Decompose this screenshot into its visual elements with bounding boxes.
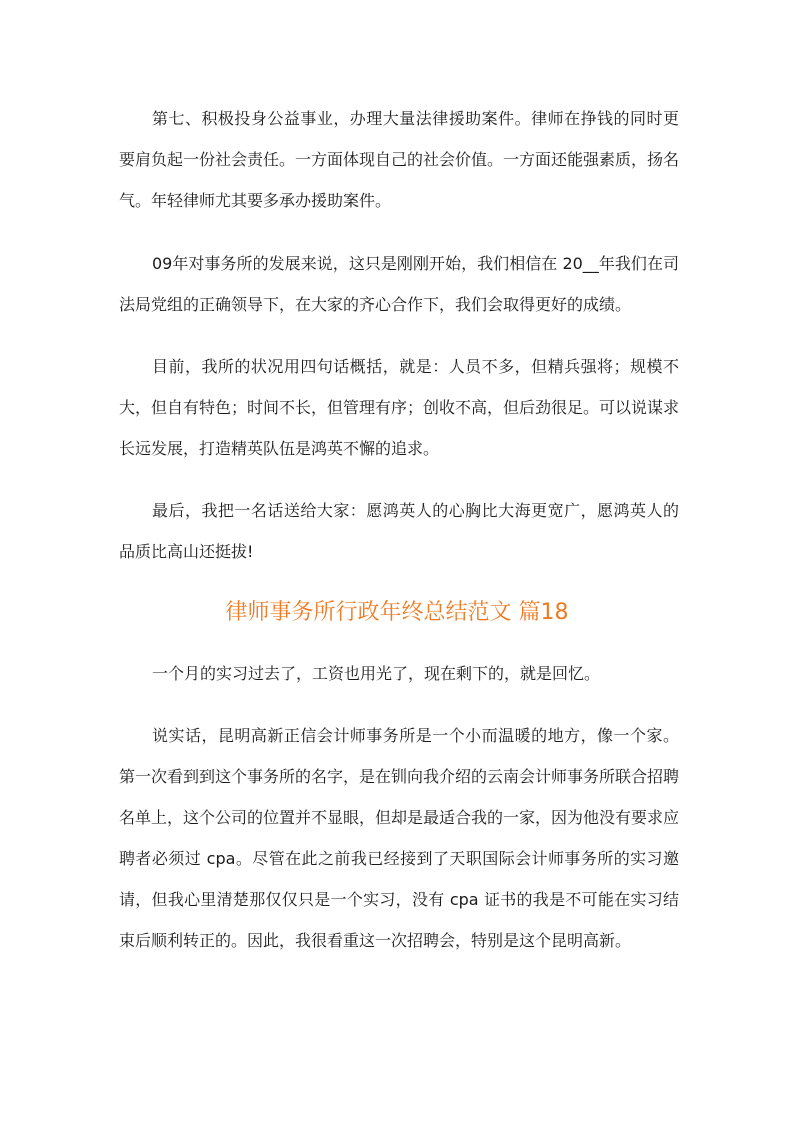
paragraph-internship-over: 一个月的实习过去了，工资也用光了，现在剩下的，就是回忆。 [152, 664, 601, 683]
section-heading: 律师事务所行政年终总结范文 篇18 [225, 600, 569, 625]
paragraph-current-status: 目前，我所的状况用四句话概括，就是：人员不多，但精兵强将；规模不大，但自有特色；时间不长，但管理有序；创收不高，但后劲很足。可以说谋求长远发展，打造精英队伍是鸿英不懈的追求。 [119, 357, 680, 458]
paragraph-public-welfare: 第七、积极投身公益事业，办理大量法律援助案件。律师在挣钱的同时更要肩负起一份社会责任。一方面体现自己的社会价值。一方面还能强素质，扬名气。年轻律师尤其要多承办援助案件。 [119, 109, 680, 210]
paragraph-2009-development: 09年对事务所的发展来说，这只是刚刚开始，我们相信在 20__年我们在司法局党组的正确领导下，在大家的齐心合作下，我们会取得更好的成绩。 [119, 254, 679, 314]
paragraph-firm-description: 说实话，昆明高新正信会计师事务所是一个小而温暖的地方，像一个家。第一次看到到这个事务所的名字，是在钏向我介绍的云南会计师事务所联合招聘名单上，这个公司的位置并不显眼，但却是最适合我的一家，因为他没有要求应聘者必须过 cpa。尽管在此之前我已经接到了天职国际会计师事务所的实习邀请，但我心里清楚那仅仅只是一个实习，没有 cpa 证书的我是不可能在实习结束后顺利转正的。因此，我很看重这一次招聘会，特别是这个昆明高新。 [119, 726, 680, 950]
paragraph-closing-words: 最后，我把一名话送给大家：愿鸿英人的心胸比大海更宽广，愿鸿英人的品质比高山还挺拔! [119, 501, 679, 561]
